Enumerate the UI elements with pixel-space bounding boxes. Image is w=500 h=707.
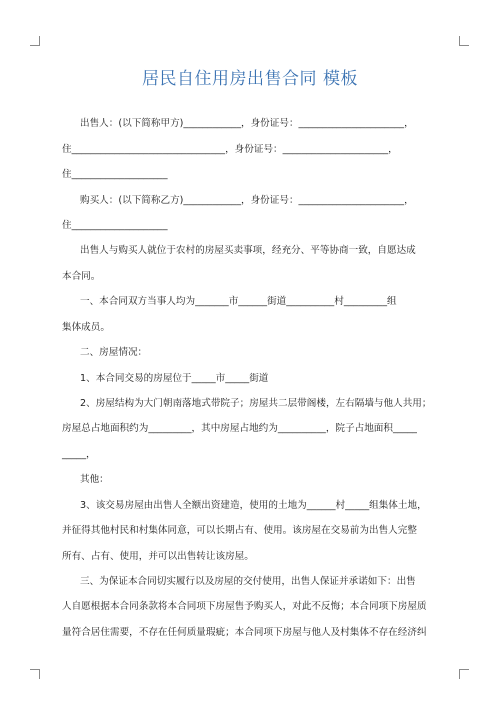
other-label: 其他： — [80, 474, 109, 485]
seller-line: 出售人：(以下简称甲方)____________，身份证号：______________________， — [80, 118, 414, 129]
crop-mark-bottom-left — [30, 669, 40, 679]
seller-address-line: 住________________________________，身份证号：______________________， — [62, 144, 398, 155]
clause-2-item-3-line-1: 3、该交易房屋由出售人全额出资建造，使用的土地为______村_____组集体土地， — [80, 500, 427, 511]
clause-2-heading: 二、房屋情况： — [80, 347, 148, 358]
seller-address-continued: 住____________________ — [62, 169, 168, 180]
intro-paragraph-line-2: 本合同。 — [62, 271, 101, 282]
clause-3-line-3: 量符合居住需要，不存在任何质量瑕疵；本合同项下房屋与他人及村集体不存在经济纠 — [62, 627, 427, 638]
clause-3-line-2: 人自愿根据本合同条款将本合同项下房屋售予购买人，对此不反悔；本合同项下房屋质 — [62, 601, 427, 612]
crop-mark-top-right — [459, 36, 469, 46]
clause-3-line-1: 三、为保证本合同切实履行以及房屋的交付使用，出售人保证并承诺如下：出售 — [80, 576, 416, 587]
clause-2-item-2-line-1: 2、房屋结构为大门朝南落地式带院子；房屋共二层带阁楼，左右隔墙与他人共用； — [80, 398, 432, 409]
clause-1-line-1: 一、本合同双方当事人均为_______市______街道__________村_________组 — [80, 296, 397, 307]
clause-2-item-2-line-2: 房屋总占地面积约为_________，其中房屋占地约为__________，院子占地面积_____ — [62, 423, 417, 434]
buyer-address-line: 住____________________ — [62, 220, 168, 231]
clause-2-item-3-line-2: 并征得其他村民和村集体同意，可以长期占有、使用。该房屋在交易前为出售人完整 — [62, 525, 417, 536]
clause-2-item-2-line-3: _____， — [62, 449, 96, 460]
clause-1-line-2: 集体成员。 — [62, 322, 110, 333]
intro-paragraph-line-1: 出售人与购买人就位于农村的房屋买卖事项，经充分、平等协商一致，自愿达成 — [80, 245, 416, 256]
document-title: 居民自住用房出售合同 模板 — [142, 69, 358, 89]
buyer-line: 购买人：(以下简称乙方)____________，身份证号：______________________， — [80, 195, 414, 206]
clause-2-item-3-line-3: 所有、占有、使用，并可以出售转让该房屋。 — [62, 551, 254, 562]
crop-mark-top-left — [30, 36, 40, 46]
crop-mark-bottom-right — [459, 669, 469, 679]
clause-2-item-1: 1、本合同交易的房屋位于_____市_____街道 — [80, 373, 269, 384]
